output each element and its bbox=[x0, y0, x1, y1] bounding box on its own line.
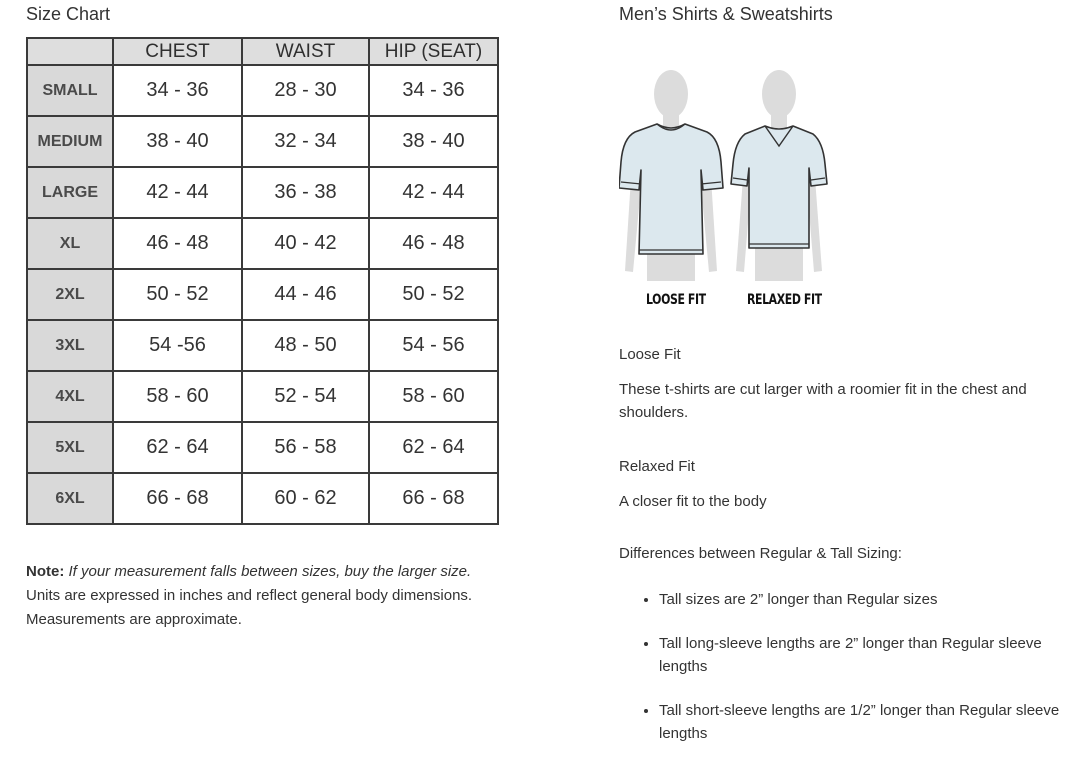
hip-value: 38 - 40 bbox=[369, 116, 498, 167]
list-item: • Tall long-sleeve lengths are 2” longer than Regular sleeve lengths bbox=[659, 632, 1069, 678]
chest-value: 38 - 40 bbox=[113, 116, 242, 167]
hip-value: 34 - 36 bbox=[369, 65, 498, 116]
fit-guide-section bbox=[619, 0, 1069, 754]
loose-fit-description: These t-shirts are cut larger with a roomier fit in the chest and shoulders. bbox=[619, 381, 1027, 421]
size-label: XL bbox=[27, 218, 113, 269]
table-row bbox=[27, 422, 498, 473]
waist-value: 32 - 34 bbox=[242, 116, 369, 167]
hip-value: 58 - 60 bbox=[369, 371, 498, 422]
table-row bbox=[27, 473, 498, 524]
size-label: 6XL bbox=[27, 473, 113, 524]
table-row bbox=[27, 218, 498, 269]
chest-value: 66 - 68 bbox=[113, 473, 242, 524]
table-row bbox=[27, 167, 498, 218]
waist-value: 44 - 46 bbox=[242, 269, 369, 320]
chest-value: 42 - 44 bbox=[113, 167, 242, 218]
measurement-note bbox=[26, 560, 506, 632]
fit-illustration bbox=[619, 66, 839, 281]
size-label: 2XL bbox=[27, 269, 113, 320]
waist-value: 56 - 58 bbox=[242, 422, 369, 473]
size-chart-table bbox=[26, 37, 499, 525]
size-label: LARGE bbox=[27, 167, 113, 218]
hip-value: 62 - 64 bbox=[369, 422, 498, 473]
size-label: 4XL bbox=[27, 371, 113, 422]
table-row bbox=[27, 269, 498, 320]
size-chart-title: Size Chart bbox=[26, 4, 111, 24]
chest-value: 58 - 60 bbox=[113, 371, 242, 422]
loose-fit-heading: Loose Fit bbox=[619, 346, 681, 363]
table-row bbox=[27, 116, 498, 167]
size-label: 3XL bbox=[27, 320, 113, 371]
waist-value: 28 - 30 bbox=[242, 65, 369, 116]
header-waist: WAIST bbox=[242, 38, 369, 65]
relaxed-fit-heading: Relaxed Fit bbox=[619, 458, 695, 475]
waist-value: 52 - 54 bbox=[242, 371, 369, 422]
relaxed-fit-description: A closer fit to the body bbox=[619, 493, 767, 510]
table-row bbox=[27, 65, 498, 116]
fit-guide-title: Men’s Shirts & Sweatshirts bbox=[619, 4, 833, 24]
note-italic-text: If your measurement falls between sizes, buy the larger size. bbox=[68, 563, 472, 580]
hip-value: 50 - 52 bbox=[369, 269, 498, 320]
header-chest: CHEST bbox=[113, 38, 242, 65]
sizing-differences-heading: Differences between Regular & Tall Sizing: bbox=[619, 545, 902, 562]
waist-value: 60 - 62 bbox=[242, 473, 369, 524]
waist-value: 48 - 50 bbox=[242, 320, 369, 371]
chest-value: 46 - 48 bbox=[113, 218, 242, 269]
header-hip-seat: HIP (SEAT) bbox=[369, 38, 498, 65]
list-item: • Tall short-sleeve lengths are 1/2” longer than Regular sleeve lengths bbox=[659, 699, 1069, 745]
size-label: 5XL bbox=[27, 422, 113, 473]
chest-value: 34 - 36 bbox=[113, 65, 242, 116]
mannequin-loose-fit-icon bbox=[619, 70, 723, 281]
mannequin-relaxed-fit-icon bbox=[731, 70, 827, 281]
table-header-row bbox=[27, 38, 498, 65]
table-row bbox=[27, 320, 498, 371]
size-label: SMALL bbox=[27, 65, 113, 116]
list-item: • Tall sizes are 2” longer than Regular sizes bbox=[659, 588, 1069, 611]
size-label: MEDIUM bbox=[27, 116, 113, 167]
chest-value: 54 -56 bbox=[113, 320, 242, 371]
hip-value: 42 - 44 bbox=[369, 167, 498, 218]
waist-value: 36 - 38 bbox=[242, 167, 369, 218]
note-text: Units are expressed in inches and reflect general body dimensions. Measurements are approximate. bbox=[26, 587, 473, 628]
sizing-differences-list bbox=[619, 588, 1069, 766]
chest-value: 50 - 52 bbox=[113, 269, 242, 320]
waist-value: 40 - 42 bbox=[242, 218, 369, 269]
table-row bbox=[27, 371, 498, 422]
relaxed-fit-figure-label: RELAXED FIT bbox=[747, 292, 822, 308]
note-label: Note: bbox=[26, 563, 65, 580]
chest-value: 62 - 64 bbox=[113, 422, 242, 473]
hip-value: 66 - 68 bbox=[369, 473, 498, 524]
hip-value: 54 - 56 bbox=[369, 320, 498, 371]
loose-fit-figure-label: LOOSE FIT bbox=[646, 292, 706, 308]
hip-value: 46 - 48 bbox=[369, 218, 498, 269]
header-corner-cell bbox=[27, 38, 113, 65]
